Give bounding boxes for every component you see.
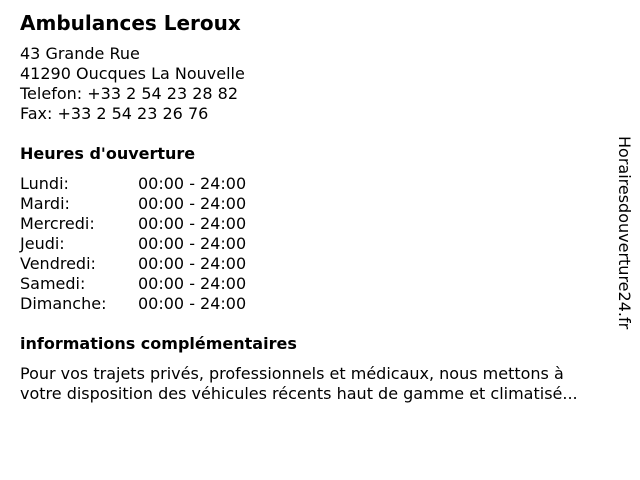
- additional-info-heading: informations complémentaires: [20, 334, 297, 353]
- description-line: Pour vos trajets privés, professionnels et médicaux, nous mettons à: [20, 364, 564, 383]
- hours-row-monday: [20, 174, 246, 194]
- additional-info-text: [20, 364, 630, 404]
- day-label: Lundi:: [20, 174, 69, 193]
- hours-row-friday: [20, 254, 246, 274]
- phone-number: Telefon: +33 2 54 23 28 82: [20, 84, 239, 103]
- day-label: Jeudi:: [20, 234, 65, 253]
- hours-row-sunday: [20, 294, 246, 314]
- site-watermark: Horairesdouverture24.fr: [615, 136, 634, 330]
- address-city: 41290 Oucques La Nouvelle: [20, 64, 245, 83]
- day-label: Dimanche:: [20, 294, 107, 313]
- fax-number: Fax: +33 2 54 23 26 76: [20, 104, 209, 123]
- time-range: 00:00 - 24:00: [138, 274, 247, 293]
- time-range: 00:00 - 24:00: [138, 254, 247, 273]
- day-label: Mercredi:: [20, 214, 95, 233]
- opening-hours-heading: Heures d'ouverture: [20, 144, 196, 163]
- time-range: 00:00 - 24:00: [138, 234, 247, 253]
- business-name: Ambulances Leroux: [20, 11, 241, 35]
- opening-hours-list: [20, 174, 246, 314]
- time-range: 00:00 - 24:00: [138, 214, 247, 233]
- time-range: 00:00 - 24:00: [138, 174, 247, 193]
- time-range: 00:00 - 24:00: [138, 294, 247, 313]
- day-label: Samedi:: [20, 274, 86, 293]
- hours-row-wednesday: [20, 214, 246, 234]
- hours-row-saturday: [20, 274, 246, 294]
- day-label: Mardi:: [20, 194, 70, 213]
- address-street: 43 Grande Rue: [20, 44, 140, 63]
- day-label: Vendredi:: [20, 254, 96, 273]
- contact-details: [20, 44, 245, 124]
- time-range: 00:00 - 24:00: [138, 194, 247, 213]
- description-line: votre disposition des véhicules récents haut de gamme et climatisé...: [20, 384, 578, 403]
- hours-row-thursday: [20, 234, 246, 254]
- hours-row-tuesday: [20, 194, 246, 214]
